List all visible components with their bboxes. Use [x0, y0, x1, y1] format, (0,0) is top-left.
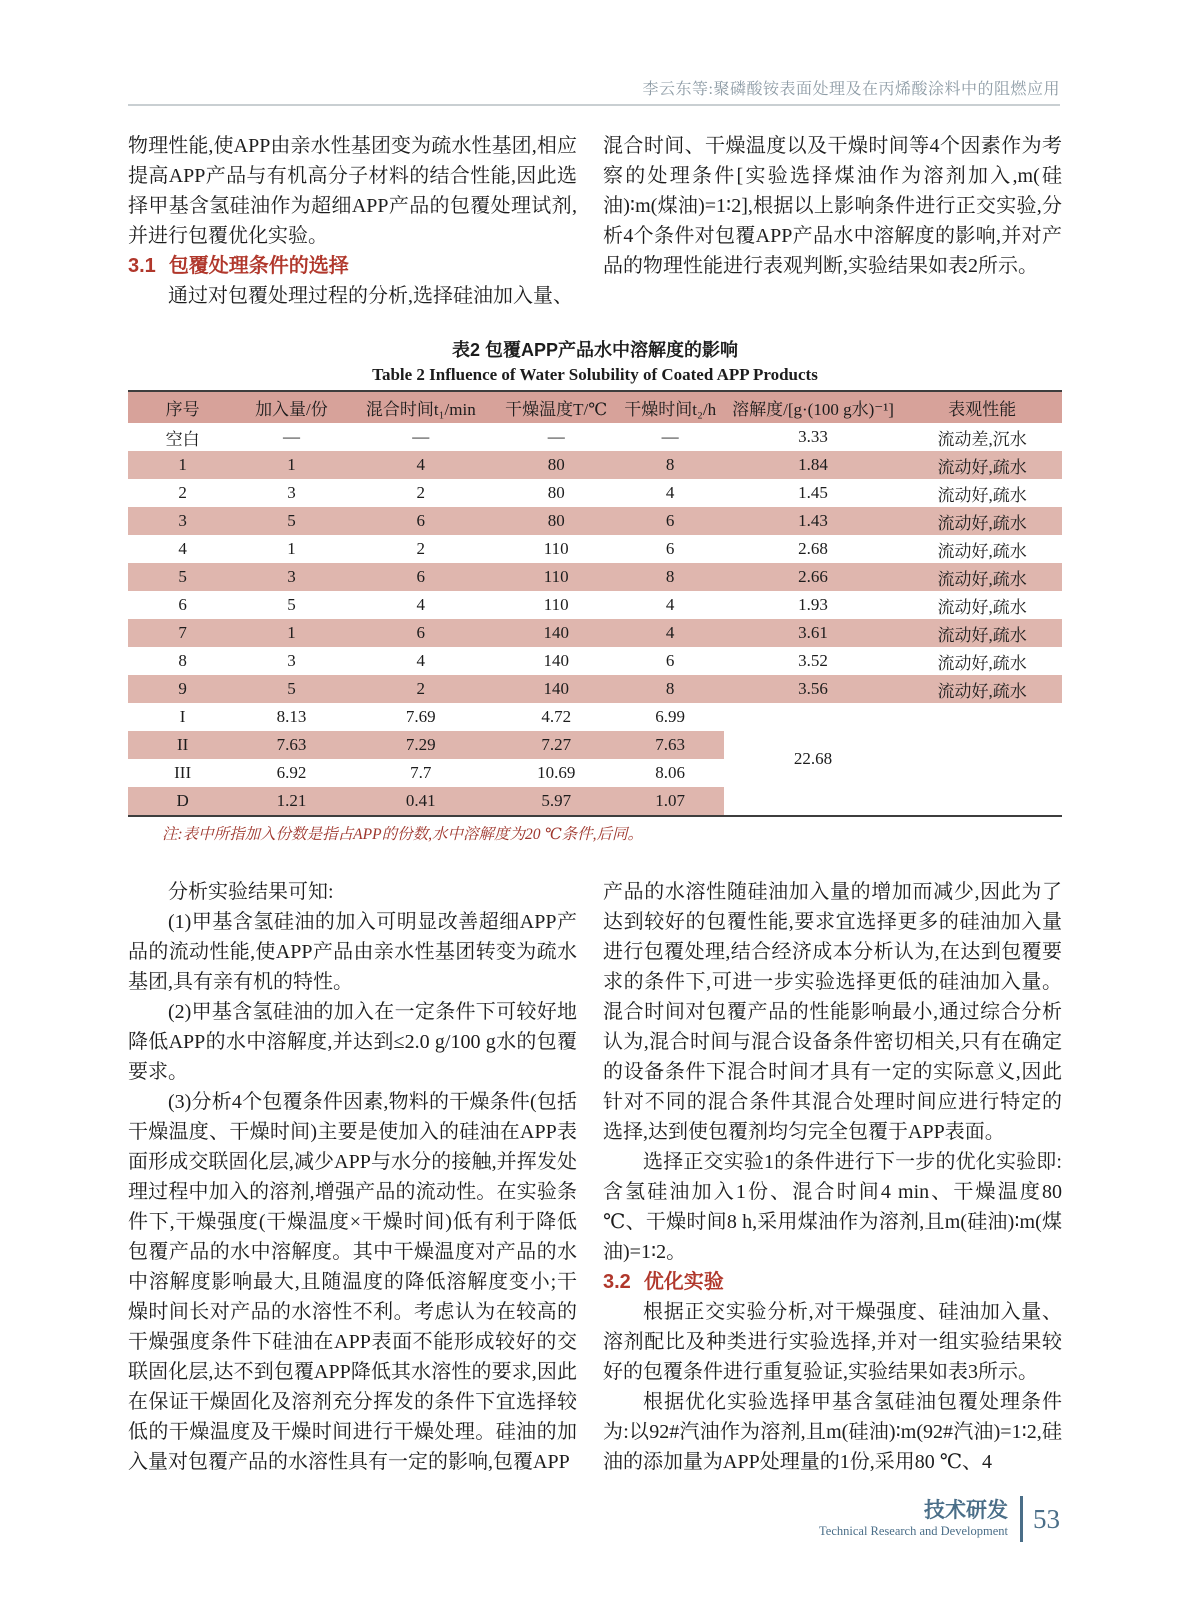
table-cell: 5 [128, 563, 237, 591]
table-cell: 流动好,疏水 [902, 675, 1062, 703]
column-header: 序号 [128, 391, 237, 423]
section-number: 3.2 [603, 1271, 631, 1293]
intro-columns [128, 131, 1062, 311]
footer-divider [1020, 1496, 1023, 1542]
table-row [128, 591, 1062, 619]
table-cell: 140 [496, 619, 616, 647]
paragraph: 选择正交实验1的条件进行下一步的优化实验即:含氢硅油加入1份、混合时间4 min、干燥温度80 ℃、干燥时间8 h,采用煤油作为溶剂,且m(硅油)∶m(煤油)=1∶2。 [603, 1151, 1062, 1263]
table-cell: — [412, 427, 430, 446]
table-row [128, 675, 1062, 703]
table-cell: 6 [665, 651, 675, 670]
table-cell: 5.97 [496, 787, 616, 816]
table-cell: 4 [416, 651, 426, 670]
table-cell: 2 [416, 539, 426, 558]
table-cell: 6 [665, 539, 675, 558]
table-cell: 2.68 [798, 539, 828, 558]
section-heading-3-2 [603, 1267, 1062, 1297]
table-cell: I [179, 707, 186, 726]
merged-solubility-cell: 22.68 [724, 703, 902, 816]
table-cell: 4 [178, 539, 187, 558]
table-cell: 7.29 [346, 731, 496, 759]
table-cell: 0.41 [346, 787, 496, 816]
table-cell: 8 [616, 451, 723, 479]
page-number: 53 [1033, 1504, 1060, 1534]
table-cell: 1.07 [616, 787, 723, 816]
table-cell: 8 [616, 675, 723, 703]
table-cell: 流动好,疏水 [902, 451, 1062, 479]
table-row [128, 479, 1062, 507]
table-cell: 5 [237, 507, 345, 535]
table-cell: 6 [346, 563, 496, 591]
table-row [128, 647, 1062, 675]
table-cell: 1 [237, 451, 345, 479]
table-cell: 80 [547, 483, 565, 502]
table-cell: 5 [237, 675, 345, 703]
table-title-en: Table 2 Influence of Water Solubility of Coated APP Products [372, 365, 818, 384]
table-cell: 4 [665, 595, 675, 614]
table-cell: 流动好,疏水 [902, 507, 1062, 535]
table-cell: 7.63 [616, 731, 723, 759]
table-cell: 7 [128, 619, 237, 647]
analysis-columns [128, 877, 1062, 1477]
table-cell: 6 [346, 507, 496, 535]
table-cell: II [128, 731, 237, 759]
table-cell: 流动好,疏水 [937, 485, 1027, 505]
table-cell: III [174, 763, 192, 782]
table-cell: 6.99 [655, 707, 686, 726]
table-cell: 4 [616, 619, 723, 647]
table-row [128, 451, 1062, 479]
footer-section [819, 1499, 1008, 1539]
intro-left-column [128, 131, 577, 311]
paragraph: (3)分析4个包覆条件因素,物料的干燥条件(包括干燥温度、干燥时间)主要是使加入的硅油在APP表面形成交联固化层,减少APP与水分的接触,并挥发处理过程中加入的溶剂,增强产品的流动性。在实验条件下,干燥强度(干燥温度×干燥时间)低有利于降低包覆产品的水中溶解度。其中干燥温度对产品的水中溶解度影响最大,且随温度的降低溶解度变小;干燥时间长对产品的水溶性不利。考虑认为在较高的干燥强度条件下硅油在APP表面不能形成较好的交联固化层,达不到包覆APP降低其水溶性的要求,因此在保证干燥固化及溶剂充分挥发的条件下宜选择较低的干燥温度及干燥时间进行干燥处理。硅油的加入量对包覆产品的水溶性具有一定的影响,包覆APP [128, 1091, 577, 1473]
header-rule [128, 104, 1060, 106]
paragraph: 产品的水溶性随硅油加入量的增加而减少,因此为了达到较好的包覆性能,要求宜选择更多的硅油加入量进行包覆处理,结合经济成本分析认为,在达到包覆要求的条件下,可进一步实验选择更低的硅油加入量。混合时间对包覆产品的性能影响最小,通过综合分析认为,混合时间与混合设备条件密切相关,只有在确定的设备条件下混合时间才具有一定的实际意义,因此针对不同的混合条件其混合处理时间应进行特定的选择,达到使包覆剂均匀完全包覆于APP表面。 [603, 881, 1062, 1143]
paragraph: (1)甲基含氢硅油的加入可明显改善超细APP产品的流动性能,使APP产品由亲水性基团转变为疏水基团,具有亲有机的特性。 [128, 911, 577, 993]
table-cell: 10.69 [537, 763, 576, 782]
table-cell: 1.43 [724, 507, 902, 535]
table-cell: 7.7 [410, 763, 432, 782]
table-cell: 2 [346, 675, 496, 703]
table-cell: 1 [128, 451, 237, 479]
table-cell: 1 [287, 539, 296, 558]
paragraph: 混合时间、干燥温度以及干燥时间等4个因素作为考察的处理条件[实验选择煤油作为溶剂加入,m(硅油)∶m(煤油)=1∶2],根据以上影响条件进行正交实验,分析4个条件对包覆APP产品水中溶解度的影响,并对产品的物理性能进行表观判断,实验结果如表2所示。 [603, 135, 1062, 277]
table-cell: — [282, 427, 300, 446]
table-cell: 7.63 [237, 731, 345, 759]
table-cell: 流动好,疏水 [902, 619, 1062, 647]
table-row [128, 507, 1062, 535]
table-cell: 7.27 [496, 731, 616, 759]
table-cell: 8.13 [276, 707, 307, 726]
table-cell: 流动好,疏水 [937, 653, 1027, 673]
table-cell: 140 [496, 675, 616, 703]
table-cell: 3 [287, 651, 296, 670]
merged-appearance-cell [902, 703, 1062, 816]
table-cell: 6 [616, 507, 723, 535]
analysis-right-column [603, 877, 1062, 1477]
table-row [128, 423, 1062, 451]
section-heading-3-1 [128, 251, 577, 281]
intro-right-column [603, 131, 1062, 311]
table-cell: 80 [496, 507, 616, 535]
column-header: 表观性能 [902, 391, 1062, 423]
table-block [128, 337, 1062, 846]
table-cell: 4.72 [541, 707, 572, 726]
solubility-table [128, 390, 1062, 817]
table-cell: 7.69 [405, 707, 436, 726]
paragraph: 根据正交实验分析,对干燥强度、硅油加入量、溶剂配比及种类进行实验选择,并对一组实验结果较好的包覆条件进行重复验证,实验结果如表3所示。 [603, 1301, 1062, 1383]
column-header: 干燥时间t₂/h [616, 391, 723, 423]
table-cell: 3.52 [798, 651, 828, 670]
table-cell: 5 [287, 595, 296, 614]
table-cell: 流动好,疏水 [937, 541, 1027, 561]
table-cell: 80 [496, 451, 616, 479]
footer-section-cn: 技术研发 [924, 1499, 1008, 1522]
table-cell: 1.45 [798, 483, 828, 502]
table-cell: 8.06 [655, 763, 686, 782]
table-cell: 3.56 [724, 675, 902, 703]
table-row [128, 563, 1062, 591]
table-cell: 6.92 [276, 763, 307, 782]
table-cell: 6 [346, 619, 496, 647]
table-cell: 4 [665, 483, 675, 502]
table-cell: 流动好,疏水 [937, 597, 1027, 617]
table-cell: 110 [543, 539, 569, 558]
table-cell: 110 [543, 595, 569, 614]
table-cell: 1 [237, 619, 345, 647]
table-cell: 2 [416, 483, 426, 502]
section-number: 3.1 [128, 255, 156, 277]
running-head-title: 李云东等:聚磷酸铵表面处理及在丙烯酸涂料中的阻燃应用 [642, 81, 1060, 98]
table-cell: — [547, 427, 565, 446]
footer-section-en: Technical Research and Development [819, 1524, 1008, 1538]
table-cell: 6 [178, 595, 187, 614]
table-cell: 4 [416, 595, 426, 614]
paragraph: 通过对包覆处理过程的分析,选择硅油加入量、 [168, 285, 573, 307]
table-cell: 流动差,沉水 [937, 429, 1027, 449]
column-header: 混合时间t₁/min [346, 391, 496, 423]
analysis-left-column [128, 877, 577, 1477]
table-cell: 110 [496, 563, 616, 591]
table-cell: 3.61 [724, 619, 902, 647]
section-title: 优化实验 [643, 1271, 724, 1293]
solubility-table-body [128, 423, 1062, 816]
table-cell: 1.93 [798, 595, 828, 614]
table-cell: 4 [346, 451, 496, 479]
table-cell: 1.84 [724, 451, 902, 479]
table-cell: 8 [616, 563, 723, 591]
paragraph: 物理性能,使APP由亲水性基团变为疏水性基团,相应提高APP产品与有机高分子材料的结合性能,因此选择甲基含氢硅油作为超细APP产品的包覆处理试剂,并进行包覆优化实验。 [128, 135, 577, 247]
table-note: 注:表中所指加入份数是指占APP的份数,水中溶解度为20 ℃条件,后同。 [162, 826, 644, 843]
column-header: 加入量/份 [237, 391, 345, 423]
table-cell: 流动好,疏水 [902, 563, 1062, 591]
table-cell: 1.21 [237, 787, 345, 816]
paragraph: (2)甲基含氢硅油的加入在一定条件下可较好地降低APP的水中溶解度,并达到≤2.0 g/100 g水的包覆要求。 [128, 1001, 577, 1083]
table-cell: 空白 [165, 429, 200, 449]
table-row [128, 535, 1062, 563]
paragraph: 分析实验结果可知: [168, 881, 334, 903]
table-cell: — [661, 427, 679, 446]
table-cell: 3.33 [798, 427, 828, 446]
table-cell: 3 [287, 483, 296, 502]
table-title-cn: 表2 包覆APP产品水中溶解度的影响 [451, 340, 739, 360]
table-cell: 2.66 [724, 563, 902, 591]
table-header-row [128, 391, 1062, 423]
column-header: 溶解度/[g·(100 g水)⁻¹] [724, 391, 902, 423]
table-cell: 3 [128, 507, 237, 535]
table-cell: 3 [237, 563, 345, 591]
table-cell: 9 [128, 675, 237, 703]
table-row [128, 703, 1062, 731]
table-cell: D [128, 787, 237, 816]
column-header: 干燥温度T/℃ [496, 391, 616, 423]
page-footer [128, 1496, 1060, 1542]
table-cell: 140 [543, 651, 569, 670]
table-cell: 2 [178, 483, 187, 502]
table-row [128, 619, 1062, 647]
paragraph: 根据优化实验选择甲基含氢硅油包覆处理条件为:以92#汽油作为溶剂,且m(硅油)∶m(92#汽油)=1∶2,硅油的添加量为APP处理量的1份,采用80 ℃、4 [603, 1391, 1062, 1473]
table-cell: 8 [178, 651, 187, 670]
section-title: 包覆处理条件的选择 [168, 255, 349, 277]
